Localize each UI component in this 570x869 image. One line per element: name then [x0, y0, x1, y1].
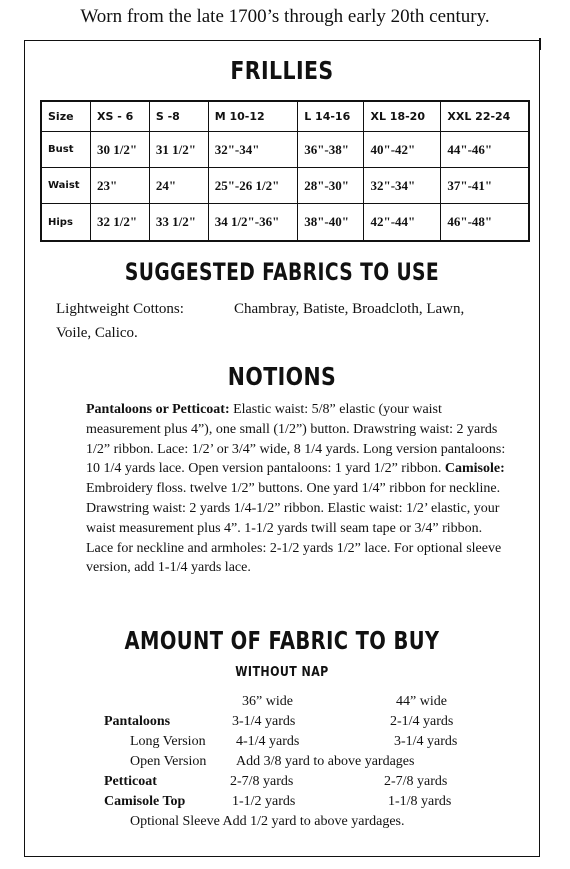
table-cell: 32"-34" [208, 132, 298, 168]
pantaloons-label: Pantaloons or Petticoat: [86, 402, 230, 417]
fabrics-label: Lightweight Cottons: [56, 301, 184, 317]
table-cell: 32"-34" [364, 168, 441, 204]
camisole-top-44: 1-1/8 yards [388, 794, 452, 809]
table-cell: 40"-42" [364, 132, 441, 168]
size-header-cell: XL 18-20 [364, 101, 441, 132]
size-header-cell: M 10-12 [208, 101, 298, 132]
table-cell: 37"-41" [441, 168, 529, 204]
camisole-label: Camisole: [444, 461, 505, 477]
table-cell: 36"-38" [298, 132, 364, 168]
fabrics-text [56, 297, 526, 345]
row-label: Hips [41, 204, 91, 241]
long-version-44: 3-1/4 yards [394, 734, 458, 749]
page-title: FRILLIES [230, 56, 334, 85]
table-cell: 30 1/2" [91, 132, 150, 168]
petticoat-36: 2-7/8 yards [230, 774, 294, 789]
table-cell: 33 1/2" [149, 204, 208, 241]
table-cell: 31 1/2" [149, 132, 208, 168]
fabrics-list-cont: Voile, Calico. [56, 325, 138, 341]
petticoat-label: Petticoat [104, 774, 157, 789]
pantaloons-36: 3-1/4 yards [232, 714, 296, 729]
table-cell: 46"-48" [441, 204, 529, 241]
size-header-cell: S -8 [149, 101, 208, 132]
table-cell: 23" [91, 168, 150, 204]
frame-tick [539, 38, 541, 50]
size-chart-table [40, 100, 530, 242]
long-version-36: 4-1/4 yards [236, 734, 300, 749]
camisole-text: Embroidery floss. twelve 1/2” buttons. One yard 1/4” ribbon for neckline. Drawstring waist: 2 yards 1/4-1/2” ribbon. Elastic waist: 1/2’ elastic, your waist measurement plus 4”. 1-1/2 yards twill seam tape or 3/4” ribbon. Lace for neckline and armholes: 2-1/2 yards 1/2” lace. For optional sleeve version, add 1-1/4 yards lace. [86, 481, 502, 576]
petticoat-44: 2-7/8 yards [384, 774, 448, 789]
size-header-cell: XXL 22-24 [441, 101, 529, 132]
open-version-label: Open Version [130, 754, 207, 769]
fabrics-list: Chambray, Batiste, Broadcloth, Lawn, [234, 301, 465, 317]
table-row [41, 132, 529, 168]
size-header-cell: Size [41, 101, 91, 132]
camisole-top-label: Camisole Top [104, 794, 186, 809]
size-header-cell: L 14-16 [298, 101, 364, 132]
row-label: Bust [41, 132, 91, 168]
table-row [41, 204, 529, 241]
row-label: Waist [41, 168, 91, 204]
table-cell: 42"-44" [364, 204, 441, 241]
camisole-top-36: 1-1/2 yards [232, 794, 296, 809]
table-cell: 34 1/2"-36" [208, 204, 298, 241]
table-row [41, 168, 529, 204]
long-version-label: Long Version [130, 734, 206, 749]
fabrics-heading: SUGGESTED FABRICS TO USE [124, 258, 440, 286]
size-header-row [41, 101, 529, 132]
pantaloons-row-label: Pantaloons [104, 714, 171, 729]
column-header-36: 36” wide [242, 694, 293, 709]
optional-sleeve-note: Optional Sleeve Add 1/2 yard to above yardages. [130, 814, 405, 829]
notions-heading: NOTIONS [227, 362, 337, 391]
column-header-44: 44” wide [396, 694, 447, 709]
table-cell: 44"-46" [441, 132, 529, 168]
table-cell: 32 1/2" [91, 204, 150, 241]
open-version-note: Add 3/8 yard to above yardages [236, 754, 415, 769]
notions-text [86, 400, 506, 578]
table-cell: 38"-40" [298, 204, 364, 241]
amount-subheading: WITHOUT NAP [235, 665, 329, 680]
page-caption: Worn from the late 1700’s through early 20th century. [80, 6, 490, 27]
table-cell: 24" [149, 168, 208, 204]
size-header-cell: XS - 6 [91, 101, 150, 132]
amount-heading: AMOUNT OF FABRIC TO BUY [124, 626, 440, 655]
pantaloons-text: Elastic waist: 5/8” elastic (your waist measurement plus 4”), one small (1/2”) button. Drawstring waist: 2 yards 1/2” ribbon. Lace: 1/2’ or 3/4” wide, 8 1/4 yards. Long version pantaloons: 10 1/4 yards lace. Open version pantaloons: 1 yard 1/2” ribbon. [86, 402, 506, 477]
pantaloons-44: 2-1/4 yards [390, 714, 454, 729]
table-cell: 28"-30" [298, 168, 364, 204]
table-cell: 25"-26 1/2" [208, 168, 298, 204]
